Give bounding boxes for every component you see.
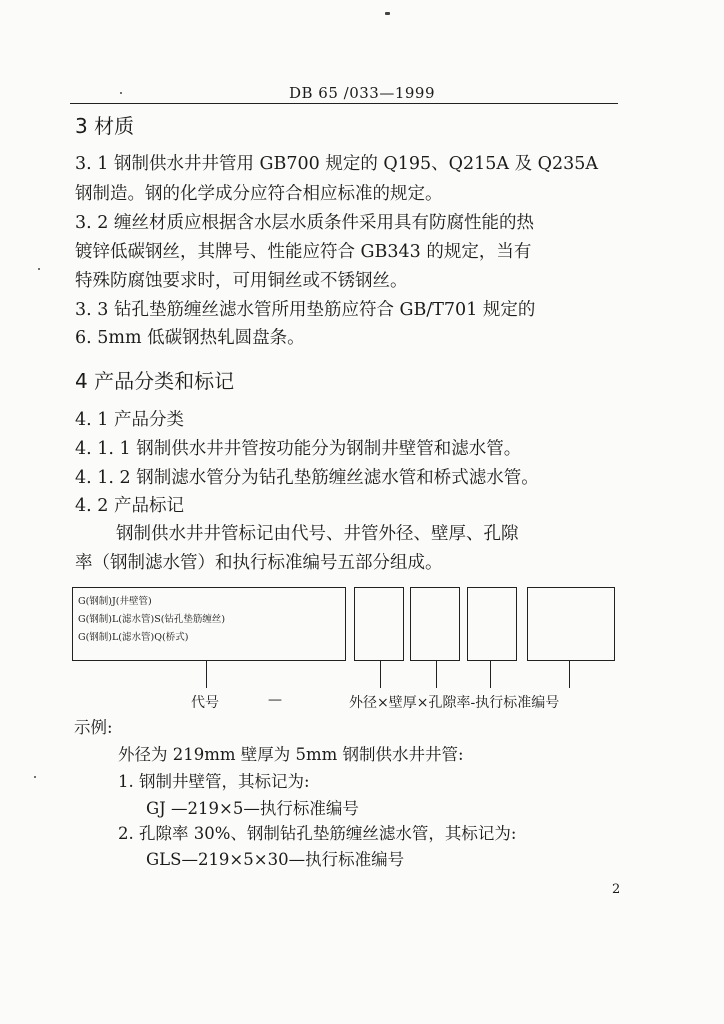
section-3-line: 3. 3 钻孔垫筋缠丝滤水管所用垫筋应符合 GB/T701 规定的 [75, 300, 536, 320]
leader-line [436, 661, 437, 688]
document-code-header: DB 65 /033—1999 [288, 84, 436, 102]
leader-line [569, 661, 570, 688]
porosity-box [467, 587, 517, 661]
example-item-1-code: GJ —219×5—执行标准编号 [146, 799, 359, 818]
code-line: G(钢制)J(井壁管) [78, 596, 152, 607]
section-4-line: 4. 1 产品分类 [75, 410, 184, 430]
section-3-line: 钢制造。钢的化学成分应符合相应标准的规定。 [75, 184, 443, 204]
standard-number-box [527, 587, 615, 661]
section-3-line: 镀锌低碳钢丝，其牌号、性能应符合 GB343 的规定，当有 [75, 242, 532, 262]
example-item-2: 2. 孔隙率 30%、钢制钻孔垫筋缠丝滤水管，其标记为: [118, 824, 517, 843]
code-label: 代号 [191, 695, 219, 711]
section-3-line: 6. 5mm 低碳钢热轧圆盘条。 [75, 328, 305, 348]
parts-label: 外径×壁厚×孔隙率-执行标准编号 [349, 695, 560, 711]
section-4-line: 4. 1. 1 钢制供水井井管按功能分为钢制井壁管和滤水管。 [75, 439, 522, 459]
code-line: G(钢制)L(滤水管)S(钻孔垫筋缠丝) [78, 614, 226, 625]
section-4-line: 4. 2 产品标记 [75, 496, 184, 516]
example-intro: 外径为 219mm 壁厚为 5mm 钢制供水井井管: [118, 745, 464, 764]
page-number: 2 [612, 882, 621, 897]
outer-diameter-box [354, 587, 404, 661]
scan-mark [38, 268, 40, 270]
label-dash: — [268, 692, 282, 708]
header-rule [70, 103, 618, 104]
example-item-2-code: GLS—219×5×30—执行标准编号 [146, 850, 405, 869]
example-heading: 示例: [74, 718, 113, 737]
example-item-1: 1. 钢制井壁管，其标记为: [118, 772, 310, 791]
section-3-line: 3. 2 缠丝材质应根据含水层水质条件采用具有防腐性能的热 [75, 213, 534, 233]
scan-mark [34, 776, 36, 778]
leader-line [490, 661, 491, 688]
section-3-title: 3 材质 [75, 114, 135, 138]
section-3-line: 3. 1 钢制供水井井管用 GB700 规定的 Q195、Q215A 及 Q235A [75, 154, 599, 174]
scan-mark [385, 12, 390, 15]
section-4-line: 4. 1. 2 钢制滤水管分为钻孔垫筋缠丝滤水管和桥式滤水管。 [75, 468, 539, 488]
section-4-title: 4 产品分类和标记 [75, 369, 235, 393]
wall-thickness-box [410, 587, 460, 661]
section-3-line: 特殊防腐蚀要求时，可用铜丝或不锈钢丝。 [75, 271, 408, 291]
code-line: G(钢制)L(滤水管)Q(桥式) [78, 632, 189, 643]
leader-line [380, 661, 381, 688]
section-4-line: 率（钢制滤水管）和执行标准编号五部分组成。 [75, 553, 443, 573]
leader-line [206, 661, 207, 688]
section-4-line: 钢制供水井井管标记由代号、井管外径、壁厚、孔隙 [116, 524, 519, 544]
code-box [72, 587, 346, 661]
